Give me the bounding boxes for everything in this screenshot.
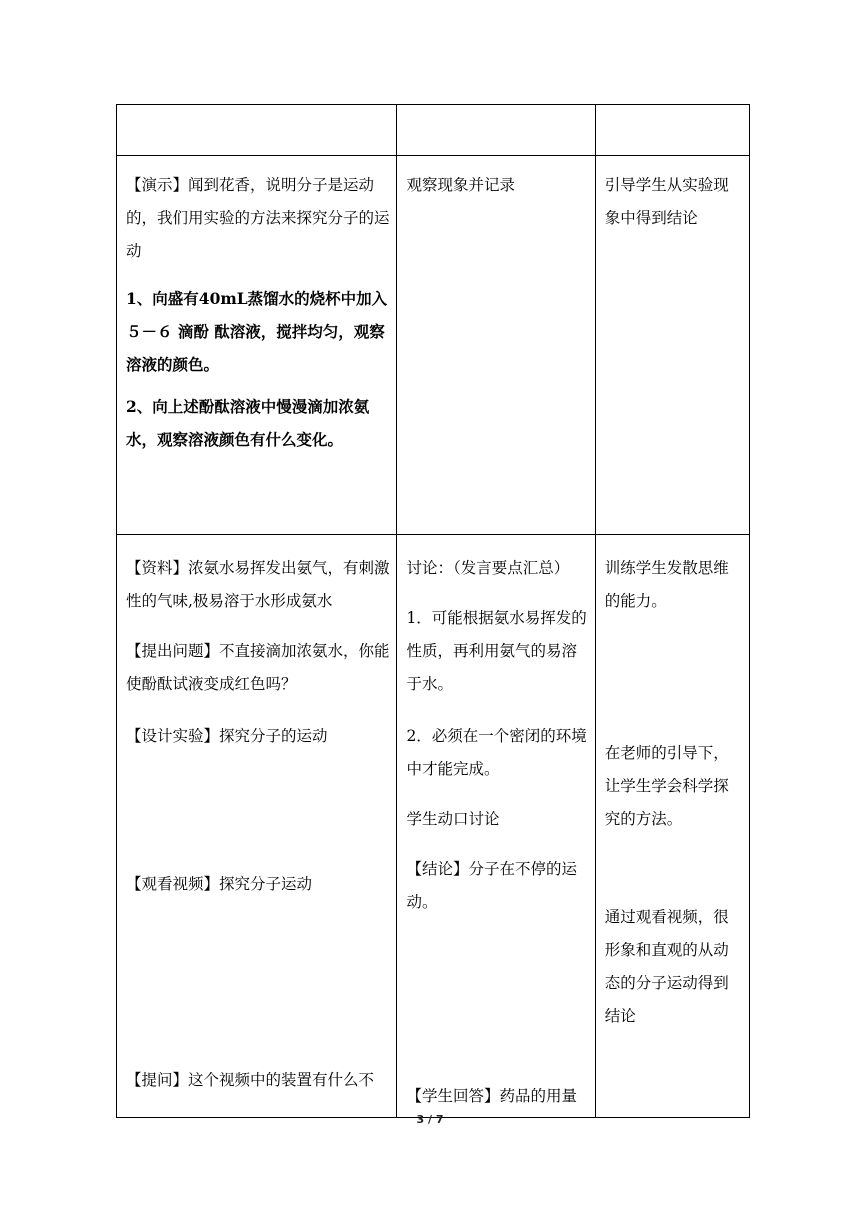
discussion-header-text: 讨论：（发言要点汇总） <box>406 559 570 577</box>
student-answer-text: 【学生回答】药品的用量 <box>406 1087 577 1105</box>
discussion-point-2-text: 2．必须在一个密闭的环境中才能完成。 <box>406 727 587 778</box>
table-cell-empty-3 <box>595 105 749 156</box>
question-text: 【提出问题】不直接滴加浓氨水，你能使酚酞试液变成红色吗？ <box>126 642 390 693</box>
conclusion-text: 【结论】分子在不停的运动。 <box>406 860 577 911</box>
table-row <box>117 156 750 535</box>
design-experiment-text: 【设计实验】探究分子的运动 <box>126 727 328 745</box>
watch-video-text: 【观看视频】探究分子运动 <box>126 875 313 893</box>
demo-intro-text: 【演示】闻到花香，说明分子是运动的，我们用实验的方法来探究分子的运动 <box>126 176 390 260</box>
demo-step-2-text: 2、向上述酚酞溶液中慢漫滴加浓氨水，观察溶液颜色有什么变化。 <box>126 397 370 449</box>
student-discussion-text: 学生动口讨论 <box>406 810 500 828</box>
demo-student-cell <box>397 156 595 535</box>
material-text: 【资料】浓氨水易挥发出氨气，有刺激性的气味,极易溶于水形成氨水 <box>126 559 390 610</box>
guide-conclusion-text: 引导学生从实验现象中得到结论 <box>604 176 729 227</box>
table-cell-empty-1 <box>117 105 397 156</box>
ask-question-text: 【提问】这个视频中的装置有什么不 <box>126 1071 375 1089</box>
table-row <box>117 535 750 1118</box>
discussion-point-1-text: 1．可能根据氨水易挥发的性质，再利用氨气的易溶于水。 <box>406 609 587 693</box>
page-number: 3 / 7 <box>416 1113 444 1126</box>
inquiry-student-cell <box>397 535 595 1118</box>
observe-record-text: 观察现象并记录 <box>406 176 515 194</box>
video-purpose-text: 通过观看视频，很形象和直观的从动态的分子运动得到结论 <box>604 908 729 1025</box>
scientific-method-text: 在老师的引导下，让学生学会科学探究的方法。 <box>604 744 729 828</box>
demo-teacher-cell <box>117 156 397 535</box>
divergent-thinking-text: 训练学生发散思维的能力。 <box>604 559 729 610</box>
inquiry-teacher-cell <box>117 535 397 1118</box>
table-cell-empty-2 <box>397 105 595 156</box>
inquiry-purpose-cell <box>595 535 749 1118</box>
demo-step-1-text: 1、向盛有40mL蒸馏水的烧杯中加入 ５－６ 滴酚 酞溶液，搅拌均匀，观察溶液的颜色。 <box>126 289 388 374</box>
lesson-plan-table <box>116 104 750 1118</box>
table-row <box>117 105 750 156</box>
demo-purpose-cell <box>595 156 749 535</box>
